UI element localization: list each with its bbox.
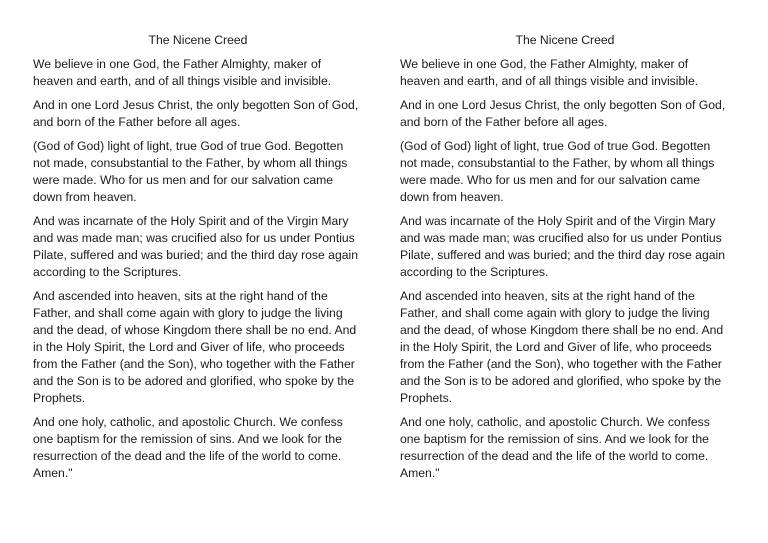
- creed-column-right: [400, 32, 730, 489]
- creed-title: The Nicene Creed: [148, 33, 248, 47]
- creed-paragraph-5: And ascended into heaven, sits at the right hand of the Father, and shall come again with glory to judge the living and the dead, of whose Kingdom there shall be no end. And in the Holy Spirit, the Lord and Giver of life, who proceeds from the Father (and the Son), who together with the Father and the Son is to be adored and glorified, who spoke by the Prophets.: [400, 289, 724, 405]
- creed-paragraph-1: We believe in one God, the Father Almighty, maker of heaven and earth, and of all things visible and invisible.: [33, 57, 332, 88]
- creed-paragraph-2: And in one Lord Jesus Christ, the only begotten Son of God, and born of the Father before all ages.: [33, 98, 359, 129]
- creed-paragraph-5: And ascended into heaven, sits at the right hand of the Father, and shall come again with glory to judge the living and the dead, of whose Kingdom there shall be no end. And in the Holy Spirit, the Lord and Giver of life, who proceeds from the Father (and the Son), who together with the Father and the Son is to be adored and glorified, who spoke by the Prophets.: [33, 289, 357, 405]
- creed-paragraph-6: And one holy, catholic, and apostolic Church. We confess one baptism for the remission of sins. And we look for the resurrection of the dead and the life of the world to come. Amen.": [33, 415, 343, 480]
- creed-paragraph-1: We believe in one God, the Father Almighty, maker of heaven and earth, and of all things visible and invisible.: [400, 57, 699, 88]
- creed-paragraph-4: And was incarnate of the Holy Spirit and of the Virgin Mary and was made man; was crucified also for us under Pontius Pilate, suffered and was buried; and the third day rose again according to the Scriptures.: [400, 214, 725, 279]
- creed-column-left: [33, 32, 363, 489]
- creed-paragraph-2: And in one Lord Jesus Christ, the only begotten Son of God, and born of the Father before all ages.: [400, 98, 726, 129]
- creed-paragraph-6: And one holy, catholic, and apostolic Church. We confess one baptism for the remission of sins. And we look for the resurrection of the dead and the life of the world to come. Amen.": [400, 415, 710, 480]
- creed-paragraph-3: (God of God) light of light, true God of true God. Begotten not made, consubstantial to the Father, by whom all things were made. Who for us men and for our salvation came down from heaven.: [400, 139, 715, 204]
- creed-paragraph-4: And was incarnate of the Holy Spirit and of the Virgin Mary and was made man; was crucified also for us under Pontius Pilate, suffered and was buried; and the third day rose again according to the Scriptures.: [33, 214, 358, 279]
- creed-paragraph-3: (God of God) light of light, true God of true God. Begotten not made, consubstantial to the Father, by whom all things were made. Who for us men and for our salvation came down from heaven.: [33, 139, 348, 204]
- creed-title: The Nicene Creed: [515, 33, 615, 47]
